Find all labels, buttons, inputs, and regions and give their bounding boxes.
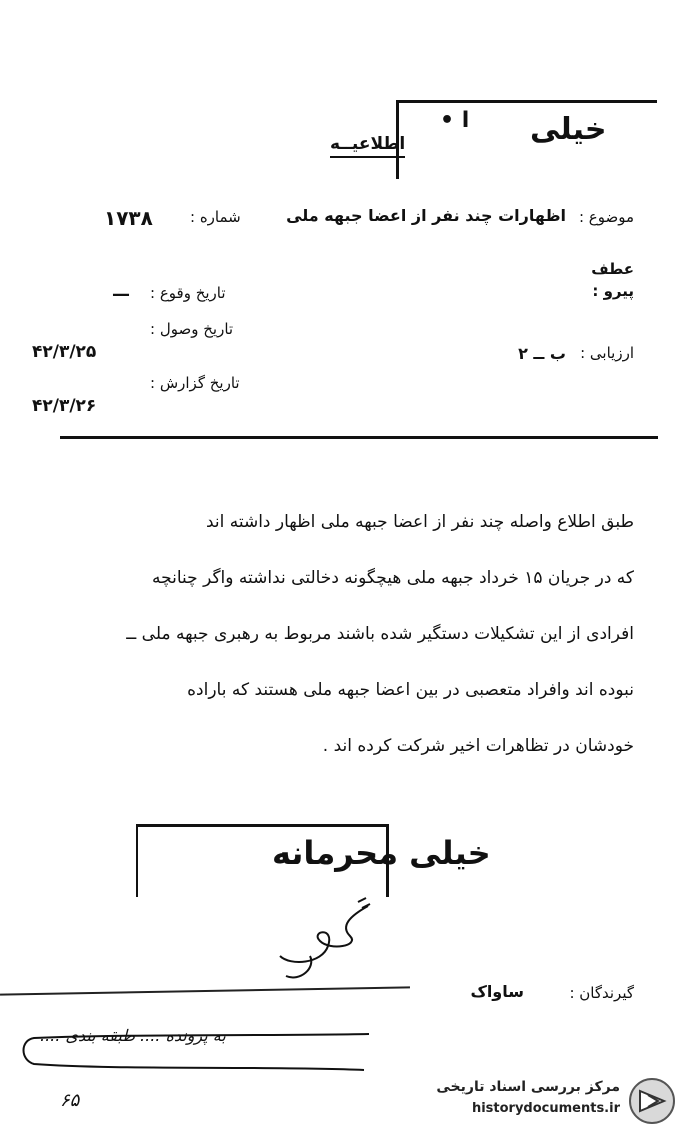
receipt-date-value: ۴۲/۳/۲۵ <box>32 342 97 362</box>
handwritten-number: ۶۵ <box>60 1090 80 1111</box>
report-date-value: ۴۲/۳/۲۶ <box>32 396 97 416</box>
event-date-label: تاریخ وقوع : <box>150 284 226 302</box>
classification-stamp-text: خیلی <box>530 112 607 147</box>
archive-logo-url: historydocuments.ir <box>471 1101 620 1116</box>
signature <box>250 896 390 986</box>
body-line: افرادی از این تشکیلات دستگیر شده باشند مربوط به رهبری جبهه ملی ــ <box>126 624 634 644</box>
subject-value: اظهارات چند نفر از اعضا جبهه ملی <box>286 206 566 225</box>
recipients-label: گیرندگان : <box>569 984 634 1002</box>
report-date-label: تاریخ گزارش : <box>150 374 240 392</box>
event-date-value: — <box>112 284 130 305</box>
body-line: نبوده اند وافراد متعصبی در بین اعضا جبهه ملی هستند که باراده <box>187 680 634 700</box>
evaluation-value: ب ــ ۲ <box>518 344 566 363</box>
archive-logo-title: مرکز بررسی اسناد تاریخی <box>436 1079 620 1095</box>
number-value: ۱۷۳۸ <box>104 206 153 230</box>
document-type-title: اطلاعیــه <box>330 134 405 158</box>
signature-underline <box>0 986 410 995</box>
archive-logo-icon <box>628 1077 676 1125</box>
atf-label: عطف <box>591 260 634 278</box>
evaluation-label: ارزیابی : <box>580 344 634 362</box>
classification-stamp-box <box>396 100 657 179</box>
body-line: طبق اطلاع واصله چند نفر از اعضا جبهه ملی اظهار داشته اند <box>205 512 634 532</box>
handwritten-note: به پرونده .... طبقه بندی .... <box>40 1026 226 1045</box>
subject-label: موضوع : <box>578 208 634 226</box>
stamp-marks: • ا <box>440 108 470 133</box>
archive-logo <box>410 1075 680 1127</box>
peyro-label: پیرو : <box>592 282 634 300</box>
body-line: خودشان در تظاهرات اخیر شرکت کرده اند . <box>322 736 634 756</box>
classification-stamp-bottom-text: خیلی محرمانه <box>272 834 491 872</box>
body-line: که در جریان ۱۵ خرداد جبهه ملی هیچگونه دخالتی نداشته واگر چنانچه <box>152 568 634 588</box>
number-label: شماره : <box>190 208 241 226</box>
header-divider <box>60 436 658 439</box>
receipt-date-label: تاریخ وصول : <box>150 320 234 338</box>
recipients-value: ساواک <box>470 982 524 1001</box>
